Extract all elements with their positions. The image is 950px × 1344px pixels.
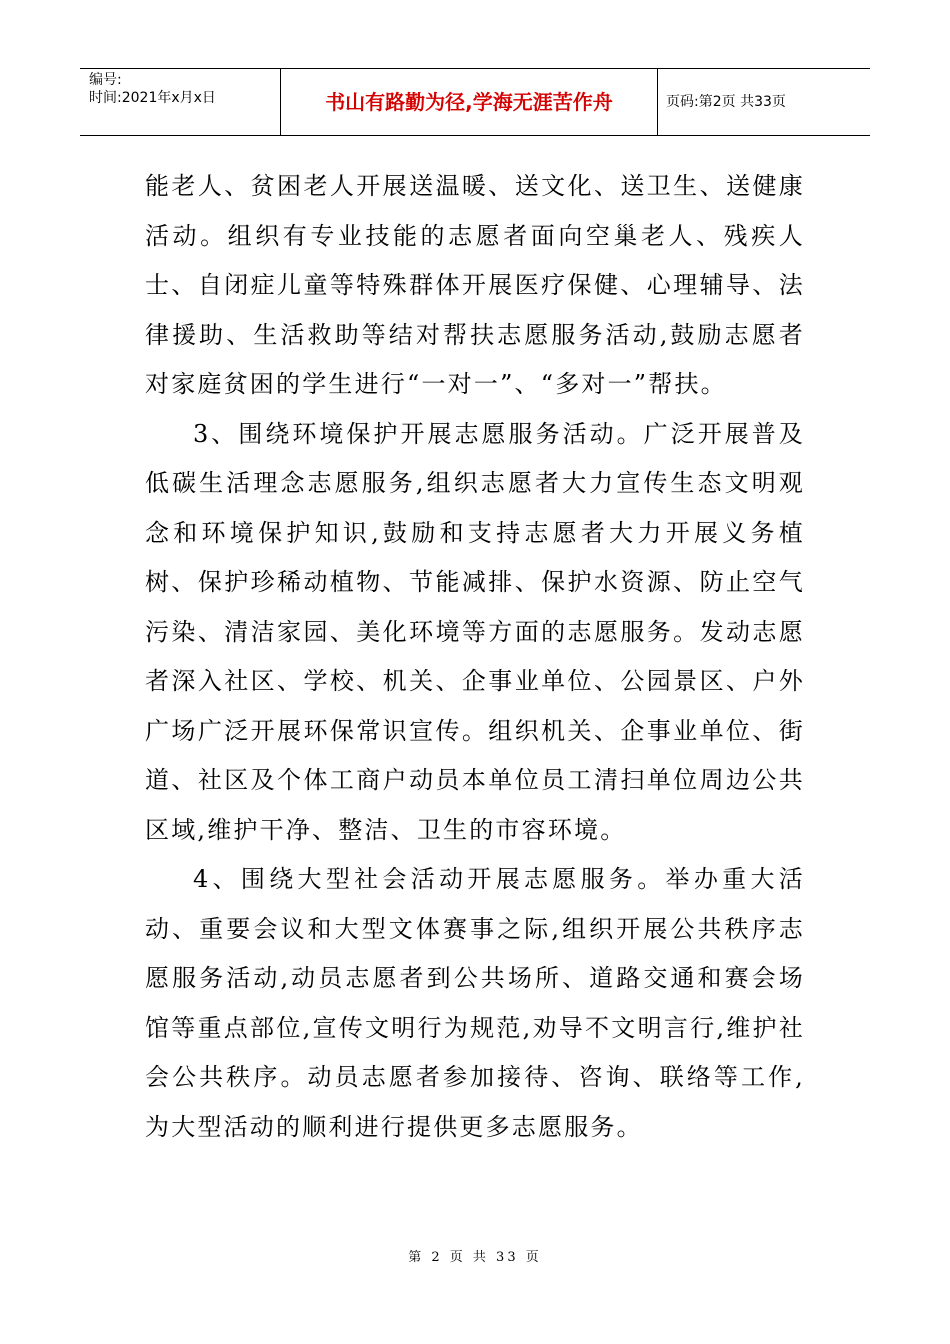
document-number-label: 编号: <box>89 72 122 88</box>
page-header <box>80 68 870 136</box>
header-meta <box>80 69 280 135</box>
body-paragraph: 能老人、贫困老人开展送温暖、送文化、送卫生、送健康活动。组织有专业技能的志愿者面向空巢老人、残疾人士、自闭症儿童等特殊群体开展医疗保健、心理辅导、法律援助、生活救助等结对帮扶志愿服务活动,鼓励志愿者对家庭贫困的学生进行“一对一”、“多对一”帮扶。 <box>145 172 805 398</box>
body-paragraph: 4、围绕大型社会活动开展志愿服务。举办重大活动、重要会议和大型文体赛事之际,组织开展公共秩序志愿服务活动,动员志愿者到公共场所、道路交通和赛会场馆等重点部位,宣传文明行为规范,劝导不文明言行,维护社会公共秩序。动员志愿者参加接待、咨询、联络等工作,为大型活动的顺利进行提供更多志愿服务。 <box>145 865 805 1141</box>
header-page-info: 页码:第2页 共33页 <box>666 94 786 110</box>
body-paragraph: 3、围绕环境保护开展志愿服务活动。广泛开展普及低碳生活理念志愿服务,组织志愿者大力宣传生态文明观念和环境保护知识,鼓励和支持志愿者大力开展义务植树、保护珍稀动植物、节能减排、保护水资源、防止空气污染、清洁家园、美化环境等方面的志愿服务。发动志愿者深入社区、学校、机关、企事业单位、公园景区、户外广场广泛开展环保常识宣传。组织机关、企事业单位、街道、社区及个体工商户动员本单位员工清扫单位周边公共区域,维护干净、整洁、卫生的市容环境。 <box>145 419 805 844</box>
page-footer: 第 2 页 共 33 页 <box>408 1250 542 1265</box>
document-body <box>145 162 805 1152</box>
document-date: 时间:2021年x月x日 <box>89 90 216 106</box>
header-motto: 书山有路勤为径,学海无涯苦作舟 <box>280 69 658 135</box>
